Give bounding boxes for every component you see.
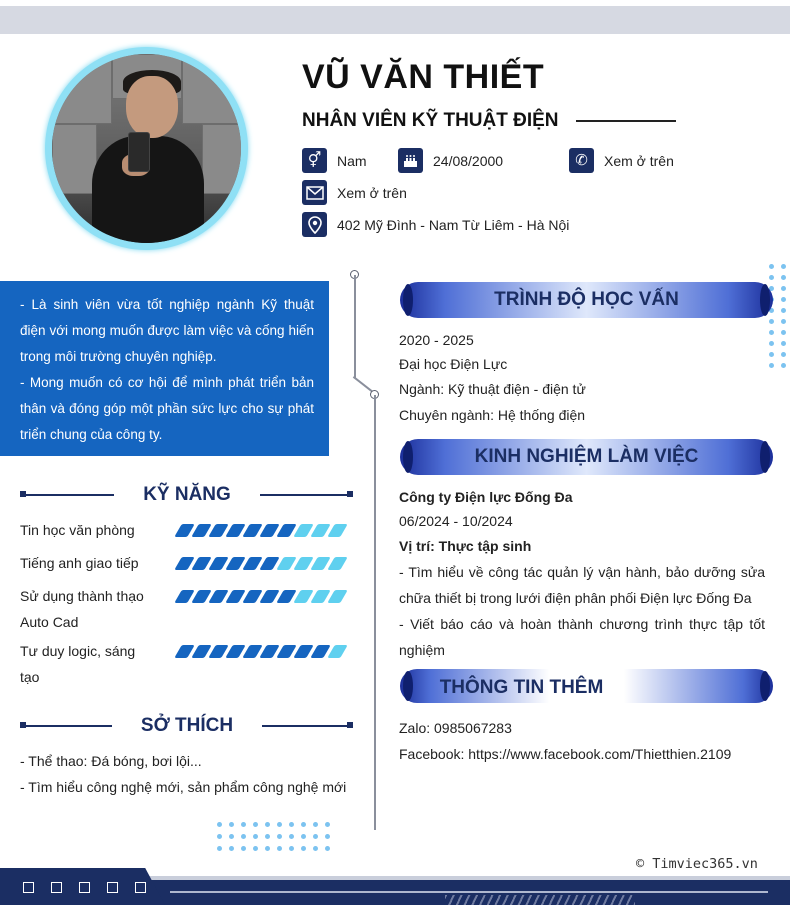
decor-dot (781, 341, 786, 346)
decor-dot (769, 319, 774, 324)
skill-level-bar (178, 557, 344, 570)
skill-level-bar (178, 645, 344, 658)
decor-dot (265, 846, 270, 851)
decor-dot (241, 822, 246, 827)
decor-dots (217, 822, 330, 851)
skill-name: Sử dụng thành thạo (20, 588, 144, 604)
email-value: Xem ở trên (337, 184, 407, 201)
footer-stripe (170, 891, 768, 893)
decor-dot (289, 822, 294, 827)
decor-dot (265, 822, 270, 827)
decor-dot (769, 275, 774, 280)
experience-period: 06/2024 - 10/2024 (399, 513, 513, 529)
extra-info-title: THÔNG TIN THÊM (439, 677, 604, 698)
experience-title: KINH NGHIỆM LÀM VIỆC (474, 446, 699, 467)
decor-dot (217, 822, 222, 827)
decor-dot (313, 846, 318, 851)
decor-dot (781, 352, 786, 357)
education-school: Đại học Điện Lực (399, 356, 508, 372)
decor-dot (769, 363, 774, 368)
decor-dot (217, 846, 222, 851)
decor-dot (781, 319, 786, 324)
objective-line: - Là sinh viên vừa tốt nghiệp ngành Kỹ thuật điện với mong muốn được làm việc và cống hiến trong môi trường chuyên nghiệp. (20, 297, 314, 364)
footer-hatch (445, 895, 635, 905)
divider-line (260, 494, 350, 496)
decor-dot (781, 363, 786, 368)
skill-name: tạo (20, 669, 40, 685)
experience-company: Công ty Điện lực Đống Đa (399, 489, 573, 505)
skill-item (20, 638, 135, 690)
education-specialization: Chuyên ngành: Hệ thống điện (399, 407, 586, 423)
job-title: NHÂN VIÊN KỸ THUẬT ĐIỆN (302, 110, 559, 131)
footer-square (51, 882, 62, 893)
decor-dot (241, 834, 246, 839)
experience-duty: - Tìm hiểu về công tác quản lý vận hành, bảo dưỡng sửa chữa thiết bị trong lưới điện phân phối Điện lực Đống Đa (399, 564, 765, 606)
decor-dot (781, 330, 786, 335)
timeline-line (374, 395, 376, 830)
decor-dot (229, 822, 234, 827)
address-value: 402 Mỹ Đình - Nam Từ Liêm - Hà Nội (337, 216, 570, 233)
decor-dot (217, 834, 222, 839)
skill-bar-segment (327, 557, 348, 570)
phone-value: Xem ở trên (604, 152, 674, 169)
contact-phone (569, 148, 674, 173)
skill-name: Tin học văn phòng (20, 522, 135, 538)
gender-icon: ⚥ (302, 148, 327, 173)
decor-dot (781, 297, 786, 302)
skill-item (20, 550, 139, 576)
decor-dot (781, 308, 786, 313)
decor-dot (769, 341, 774, 346)
candidate-name: VŨ VĂN THIẾT (302, 58, 545, 96)
cake-icon (398, 148, 423, 173)
footer-square (23, 882, 34, 893)
divider-line (24, 725, 112, 727)
divider-line (262, 725, 348, 727)
decor-dot (289, 834, 294, 839)
decor-dot (277, 822, 282, 827)
decor-dot (769, 264, 774, 269)
facebook-contact: Facebook: https://www.facebook.com/Thietthien.2109 (399, 746, 732, 762)
decor-dot (313, 834, 318, 839)
decor-dot (325, 846, 330, 851)
contact-birthday (398, 148, 503, 173)
divider-line (24, 494, 114, 496)
hobbies-title: SỞ THÍCH (140, 715, 234, 736)
envelope-icon (302, 180, 327, 205)
experience-duty: - Viết báo cáo và hoàn thành chương trình thực tập tốt nghiệm (399, 616, 765, 658)
decor-dot (769, 352, 774, 357)
skill-level-bar (178, 590, 344, 603)
skill-item (20, 517, 135, 543)
decor-dot (253, 834, 258, 839)
decor-dot (301, 822, 306, 827)
decor-dots (769, 264, 786, 368)
decor-dot (253, 822, 258, 827)
education-major: Ngành: Kỹ thuật điện - điện tử (399, 381, 586, 397)
education-period: 2020 - 2025 (399, 332, 474, 348)
objective-line: - Mong muốn có cơ hội để mình phát triển bản thân và đóng góp một phần sức lực cho sự phát triển chung của công ty. (20, 375, 314, 442)
divider-marker (347, 491, 353, 497)
contact-email (302, 180, 407, 205)
decor-dot (277, 834, 282, 839)
map-pin-icon (302, 212, 327, 237)
career-objective (0, 281, 329, 456)
decor-dot (313, 822, 318, 827)
decor-dot (301, 846, 306, 851)
footer-square (135, 882, 146, 893)
skill-bar-segment (327, 590, 348, 603)
contact-gender (302, 148, 367, 173)
skill-name: Tư duy logic, sáng (20, 643, 136, 659)
birthday-value: 24/08/2000 (433, 152, 504, 169)
timeline-line (354, 275, 356, 378)
copyright-notice: © Timviec365.vn (636, 856, 758, 872)
avatar (52, 54, 241, 243)
job-title-divider (576, 120, 676, 122)
hobby-item: - Thể thao: Đá bóng, bơi lội... (20, 753, 202, 769)
decor-dot (265, 834, 270, 839)
decor-dot (769, 330, 774, 335)
skills-title: KỸ NĂNG (143, 484, 231, 505)
experience-position: Vị trí: Thực tập sinh (399, 538, 532, 554)
gender-value: Nam (337, 152, 367, 169)
skill-item (20, 583, 144, 635)
footer-square (107, 882, 118, 893)
phone-icon: ✆ (569, 148, 594, 173)
decor-dot (325, 834, 330, 839)
footer-square (79, 882, 90, 893)
decor-dot (229, 846, 234, 851)
decor-dot (781, 264, 786, 269)
decor-dot (781, 286, 786, 291)
decor-dot (301, 834, 306, 839)
skill-bar-segment (327, 645, 348, 658)
contact-address (302, 212, 569, 237)
education-title: TRÌNH ĐỘ HỌC VẤN (494, 289, 679, 310)
avatar-frame (45, 47, 248, 250)
divider-marker (347, 722, 353, 728)
decor-dot (325, 822, 330, 827)
decor-dot (277, 846, 282, 851)
skill-name: Auto Cad (20, 614, 79, 630)
top-bar (0, 6, 790, 34)
decor-dot (241, 846, 246, 851)
decor-dot (781, 275, 786, 280)
skill-level-bar (178, 524, 344, 537)
zalo-contact: Zalo: 0985067283 (399, 720, 512, 736)
decor-dot (253, 846, 258, 851)
hobby-item: - Tìm hiểu công nghệ mới, sản phẩm công nghệ mới (20, 779, 347, 795)
skill-bar-segment (327, 524, 348, 537)
decor-dot (229, 834, 234, 839)
decor-dot (289, 846, 294, 851)
skill-name: Tiếng anh giao tiếp (20, 555, 139, 571)
